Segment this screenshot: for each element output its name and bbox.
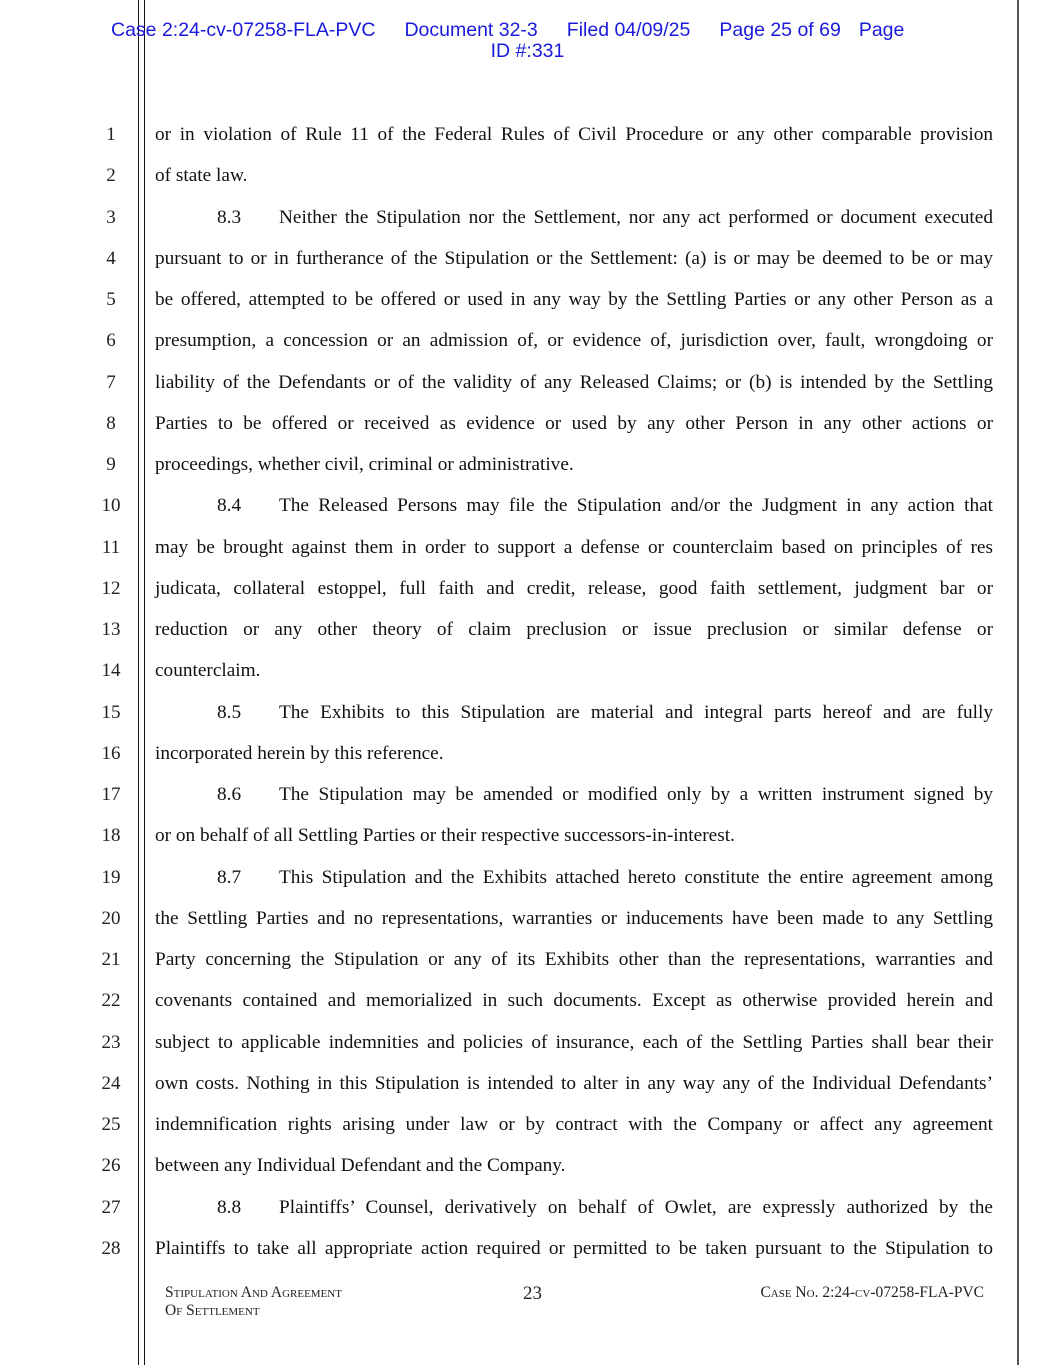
line-number: 15 [101,701,121,723]
section-number: 8.6 [217,784,242,805]
line-number: 7 [106,371,116,393]
text-line: indemnification rights arising under law or by contract with the Company or affect any agreement [155,1114,993,1135]
line-number: 26 [101,1155,121,1177]
stamp-page-id: ID #:331 [490,40,565,62]
text-line: counterclaim. [155,660,261,682]
text-line: own costs. Nothing in this Stipulation is intended to alter in any way any of the Individual Defendants’ [155,1072,993,1094]
line-number: 1 [106,124,116,145]
line-number: 18 [101,825,121,847]
line-number: 23 [101,1031,121,1053]
stamp-page-count: Page 25 of 69 [719,19,841,41]
stamp-line-1 [111,20,904,41]
section-number: 8.5 [217,701,242,723]
line-number: 9 [106,454,116,475]
text-line-content: The Exhibits to this Stipulation are material and integral parts hereof and are fully [279,701,993,723]
text-line: pursuant to or in furtherance of the Stipulation or the Settlement: (a) is or may be deemed to be or may [155,247,993,269]
line-number: 12 [101,577,121,599]
text-line [217,207,993,229]
footer-case-number: Case No. 2:24-cv-07258-FLA-PVC [760,1284,984,1301]
stamp-page-id-prefix: Page [858,19,905,41]
text-line: may be brought against them in order to support a defense or counterclaim based on principles of res [155,536,993,558]
text-line: or on behalf of all Settling Parties or their respective successors-in-interest. [155,825,735,847]
line-number: 16 [101,742,121,764]
section-number: 8.7 [217,866,242,888]
text-line: of state law. [155,165,248,187]
line-number: 22 [101,990,121,1012]
left-margin-rule-outer [138,0,139,1365]
text-line [217,702,993,724]
footer-title-line-2: Of Settlement [165,1302,260,1319]
text-line: subject to applicable indemnities and policies of insurance, each of the Settling Parties shall bear their [155,1031,993,1053]
line-number: 13 [101,619,121,640]
text-line: liability of the Defendants or of the validity of any Released Claims; or (b) is intended by the Settling [155,371,993,393]
text-line-content: Neither the Stipulation nor the Settlement, nor any act performed or document executed [279,206,993,228]
line-number: 11 [101,536,121,558]
right-margin-rule [1017,0,1019,1365]
text-line: incorporated herein by this reference. [155,742,444,764]
footer-page-number: 23 [523,1283,542,1304]
line-number: 20 [101,907,121,929]
footer-title-line-1: Stipulation And Agreement [165,1284,342,1301]
text-line: judicata, collateral estoppel, full faith and credit, release, good faith settlement, judgment bar or [155,577,993,599]
text-line [217,495,993,517]
text-line: or in violation of Rule 11 of the Federal Rules of Civil Procedure or any other comparable provision [155,124,993,145]
left-margin-rule-inner [144,0,145,1365]
line-number: 19 [101,866,121,888]
text-line-content: The Stipulation may be amended or modified only by a written instrument signed by [279,784,993,805]
line-number: 17 [101,784,121,805]
line-number: 27 [101,1196,121,1218]
text-line: Plaintiffs to take all appropriate action required or permitted to be taken pursuant to the Stipulation to [155,1237,993,1259]
section-number: 8.8 [217,1196,242,1218]
line-number: 8 [106,412,116,434]
line-number: 3 [106,206,116,228]
line-number: 10 [101,495,121,517]
line-number: 6 [106,330,116,352]
line-number: 4 [106,247,116,269]
text-line [217,784,993,806]
footer-document-title [165,1284,342,1320]
text-line-content: This Stipulation and the Exhibits attached hereto constitute the entire agreement among [279,866,993,888]
text-line: proceedings, whether civil, criminal or administrative. [155,454,574,475]
stamp-case-number: Case 2:24-cv-07258-FLA-PVC [111,19,376,41]
text-line: covenants contained and memorialized in such documents. Except as otherwise provided herein and [155,990,993,1012]
line-number: 28 [101,1237,121,1259]
stamp-document: Document 32-3 [404,19,538,41]
stamp-filed-date: Filed 04/09/25 [566,19,691,41]
text-line [217,1197,993,1219]
line-number: 5 [106,289,116,310]
text-line: be offered, attempted to be offered or used in any way by the Settling Parties or any other Person as a [155,289,993,310]
text-line-content: The Released Persons may file the Stipulation and/or the Judgment in any action that [279,495,993,517]
text-line: Parties to be offered or received as evidence or used by any other Person in any other actions or [155,412,993,434]
text-line: the Settling Parties and no representations, warranties or inducements have been made to any Settling [155,907,993,929]
section-number: 8.3 [217,206,242,228]
text-line: Party concerning the Stipulation or any of its Exhibits other than the representations, warranties and [155,949,993,970]
text-line: reduction or any other theory of claim preclusion or issue preclusion or similar defense or [155,619,993,640]
text-line [217,867,993,889]
line-number: 24 [101,1072,121,1094]
section-number: 8.4 [217,495,242,517]
line-number: 25 [101,1114,121,1135]
line-number: 21 [101,949,121,970]
text-line-content: Plaintiffs’ Counsel, derivatively on behalf of Owlet, are expressly authorized by the [279,1196,993,1218]
line-number: 14 [101,660,121,682]
text-line: presumption, a concession or an admission of, or evidence of, jurisdiction over, fault, wrongdoing or [155,330,993,352]
text-line: between any Individual Defendant and the Company. [155,1155,566,1177]
line-number: 2 [106,165,116,187]
